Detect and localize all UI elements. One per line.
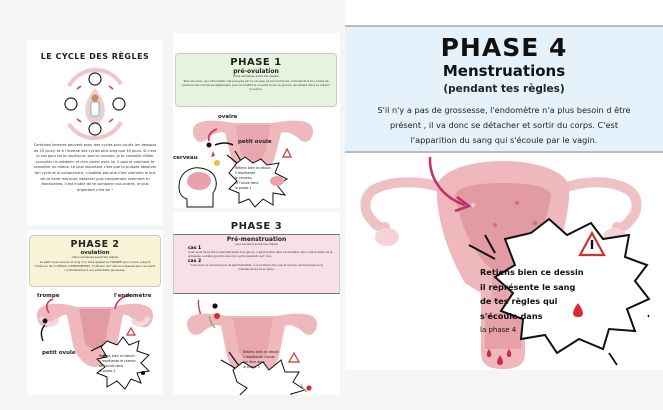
phase3-callout — [243, 350, 303, 370]
phase3-subtitle: Pré-menstruation — [226, 236, 287, 243]
callout-line: et l'ovule dans — [235, 181, 259, 185]
label-ovaire: ovaire — [218, 114, 238, 120]
phase1-card — [173, 33, 340, 208]
phase4-timing: (pendant tes règles) — [443, 83, 565, 95]
phase2-header-box — [29, 235, 161, 287]
phase2-timing: (deux semaines avant tes règles) — [71, 255, 119, 259]
cycle-card — [27, 40, 163, 225]
phase2-card — [27, 230, 163, 395]
phase2-title: PHASE 2 — [70, 239, 120, 250]
phase3-cas1-label: cas 1 — [188, 246, 202, 252]
phase3-card — [173, 212, 340, 395]
callout-line: la phase 1 — [235, 186, 252, 190]
label-petit-ovule: petit ovule — [42, 350, 76, 356]
phase1-title: PHASE 1 — [230, 57, 282, 68]
phase2-subtitle: ovulation — [80, 250, 110, 256]
cycle-body-text: Certaines femmes peuvent avoir des cycles plus courts (en dessous de 25 jours) et à l'inverse des cycles plus long que 35 jours. Si c'est le cas pour toi ou quelqu'un que tu connais, je te conseille d'aller consulter un médecin et d'en parler avec lui. Il pourra vraiment te conseiller au mieux. Le plus important c'est que tu puisses observer ton cycle et le comprendre, n'oublies pas que c'est vraiment le but de ce livret mensuel, observer puis comprendre comment tu fonctionnes. Il est inutile de te comparer aux autres, le plus important c'est toi ! — [33, 143, 157, 192]
phase4-subtitle: Menstruations — [442, 62, 566, 80]
label-petit-ovule: petit ovule — [238, 139, 272, 145]
callout-line: le cerveau — [235, 176, 252, 180]
callout-line: Retiens bien ce dessin — [99, 354, 135, 358]
callout-line: qui fâne dans — [243, 360, 265, 364]
phase4-title: PHASE 4 — [440, 33, 568, 62]
callout-line: de l'ovule dans — [99, 364, 124, 368]
phase1-callout — [235, 166, 295, 191]
phase1-uterus-illustration-icon — [173, 111, 340, 208]
callout-line: il représente — [235, 171, 256, 175]
callout-line: Retiens bien ce dessin — [235, 166, 271, 170]
body-line: S'il n'y a pas de grossesse, l'endomètre n'a plus besoin d être — [377, 105, 631, 115]
phase1-header-box — [175, 53, 337, 107]
phase3-title: PHASE 3 — [230, 221, 283, 232]
body-line: l'apparition du sang qui s'écoule par le vagin. — [410, 135, 598, 145]
phase1-body: Tous les mois, une information est envoyée par le cerveau et ses hormones. Il demande à ton ovaire de produire des hormones également, pour permettre à un petit ovule de grandir, se situant dans sa maison (l'ovaire). — [182, 78, 330, 92]
phase4-callout — [480, 265, 605, 338]
callout-line: la phase 2 — [99, 369, 116, 373]
phase4-card — [345, 0, 663, 370]
phase3-cas1-body: Il est ovule rencontre le spermatozoïde d'un garçon. Il peut se fixer dans l'endomètre, alors c'est le début de la grossesse. Le bébé grandira dans ton ventre pendant neuf mois. — [188, 251, 333, 259]
callout-line: il représente le chemin — [99, 359, 136, 363]
callout-line: la phase 3 — [243, 365, 260, 369]
phase3-uterus-illustration-icon — [173, 292, 340, 395]
phase3-header-box — [173, 234, 340, 294]
phase3-cas2-body: Il est ovule ne rencontre pas de spermatozoïde, il ne se fixera donc pas et mourra, les hormones ne le maintiennent plus en place. — [190, 264, 323, 271]
callout-line: de tes règles qui — [480, 296, 558, 306]
callout-line: s'écoule dans — [480, 310, 543, 321]
label-endometre: l'endomètre — [114, 293, 152, 299]
label-trompe: trompe — [37, 293, 60, 299]
phase2-callout — [99, 354, 154, 374]
callout-line: Retiens bien ce dessin — [480, 267, 584, 277]
phase3-cas2-label: cas 2 — [188, 259, 202, 264]
phase2-uterus-illustration-icon — [27, 285, 163, 395]
label-cerveau: cerveau — [173, 155, 198, 161]
callout-line: la phase 4 — [480, 326, 517, 334]
cycle-diagram-icon — [55, 66, 135, 142]
callout-line: Retiens bien ce dessin — [243, 350, 279, 354]
callout-line: il représente l'ovule — [243, 355, 275, 359]
phase1-timing: (trois semaines avant tes règles) — [233, 74, 279, 78]
phase1-subtitle: pré-ovulation — [233, 68, 279, 75]
phase3-timing: (une semaine avant tes règles) — [234, 242, 279, 246]
cycle-title: LE CYCLE DES RÈGLES — [40, 52, 150, 61]
body-line: présent , il va donc se détacher et sortir du corps. C'est — [389, 120, 619, 130]
phase2-body: Le petit ovule avance le long d'un tube appelé LA TROMPE pour arriver jusqu'à l'intérieur de L'UTÉRUS (L'ENDOMÈTRE), l'intérieur de l'utérus s'épaissit pour accueillir confortablement une potentielle grossesse. — [34, 259, 156, 273]
phase4-body — [359, 103, 649, 148]
callout-line: il représente le sang — [480, 281, 576, 292]
